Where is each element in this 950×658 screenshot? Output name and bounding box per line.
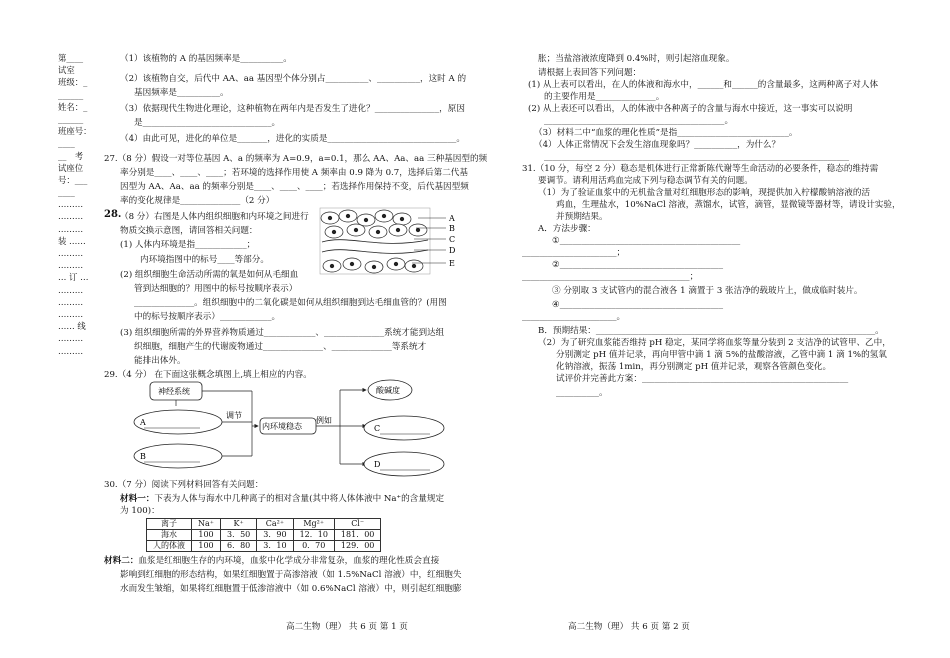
q31-step3: ③ 分别取 3 支试管内的混合液各 1 滴置于 3 张洁净的载玻片上，做成临时装片。: [552, 286, 863, 296]
q29-prompt: 29.（4 分） 在下面这张概念填图上,填上相应的内容。: [104, 370, 312, 380]
table-row: 海水 100 3．50 3．90 12．10 181．00: [147, 530, 381, 541]
q31-step4: ④______________________________________: [552, 300, 723, 310]
svg-text:B: B: [140, 452, 146, 461]
material2-continued: 胀；当盐溶液浓度降到 0.4%时，则引起溶血现象。: [538, 54, 735, 64]
q28-line1: （8 分）右图是人体内组织细胞和内环境之间进行: [120, 212, 309, 222]
material1-line1: 下表为人体与海水中几种离子的相对含量(其中将人体体液中 Na⁺的含量规定: [154, 494, 445, 504]
sidebar-line: ………: [58, 260, 84, 271]
sidebar-line: ………: [58, 223, 84, 234]
q28-sub3-cont: 织细胞，细胞产生的代谢废物通过______________、______________等系统才: [134, 342, 427, 352]
sidebar-line: ………: [58, 333, 84, 344]
cell-nucleus: [412, 264, 416, 268]
q28-sub2-line: ______________。组织细胞中的二氧化碳是如何从组织细胞到达毛细血管的？(用图: [134, 298, 447, 308]
table-row: 人的体液 100 6．80 3．10 0．70 129．00: [147, 541, 381, 552]
sidebar-line: …… 线: [58, 321, 86, 332]
q28-sub2: (2) 组织细胞生命活动所需的氧是如何从毛细血: [120, 270, 299, 280]
cell-nucleus: [416, 228, 420, 232]
material1-line2: 为 100)：: [120, 506, 160, 516]
q30-part4-line: _______________________________________________________________________: [544, 152, 850, 162]
q28-line2: 物质交换示意图，请回答相关问题：: [120, 226, 258, 236]
q31-part1-cont: 鸡血，生理盐水，10%NaCl 溶液，蒸馏水，试管，滴管，显微镜等器材等，请设计实验，: [556, 200, 901, 210]
cell-nucleus: [400, 217, 404, 221]
q26-part2: （2）该植物自交，后代中 AA、aa 基因型个体分别占__________、__________，这时 A 的: [120, 74, 467, 84]
q31-step2: ②______________________________________: [552, 260, 723, 270]
q26-part4: （4）由此可见，进化的单位是_______，进化的实质是______________________________。: [120, 134, 465, 144]
q30-part4: （4）人体正常情况下会发生溶血现象吗？__________，为什么？: [534, 140, 781, 150]
cell-nucleus: [350, 262, 354, 266]
sidebar-line: ………: [58, 211, 84, 222]
q27-line2: 率分别是____、____、____；若环境的选择作用使 A 频率由 0.9 降为 0.7，选择后第二代基: [120, 168, 468, 178]
q31-methods-title: A．方法步骤：: [538, 224, 596, 234]
sidebar-line: 试座位: [58, 162, 84, 173]
q30-part2-cont: __________________________________________。: [544, 116, 734, 126]
sidebar-line: 第____: [58, 53, 84, 63]
q30-part3: （3）材料二中“血浆的理化性质”是指__________________________。: [534, 128, 798, 138]
svg-text:C: C: [374, 424, 381, 433]
svg-text:D: D: [374, 460, 381, 469]
cell-nucleus: [394, 262, 398, 266]
page-footer-right: 高二生物（理） 共 6 页 第 2 页: [568, 622, 690, 632]
cell-nucleus: [354, 228, 358, 232]
q31-line1: 31.（10 分，每空 2 分）稳态是机体进行正常新陈代谢等生命活动的必要条件，稳态的维持需: [522, 164, 879, 174]
sidebar-line: ______: [58, 89, 84, 100]
q30-prompt: 30.（7 分）阅读下列材料回答有关问题：: [104, 480, 264, 490]
tissue-exchange-diagram: [318, 206, 468, 278]
node-a: [134, 410, 222, 434]
sidebar-line: __ 考: [58, 150, 84, 161]
concept-map: [130, 378, 470, 480]
q27-line4: 率的变化规律是______________（2 分）: [120, 196, 275, 206]
q31-part2-line3: 化钠溶液，振荡 1min，再分别测定 pH 值并记录，观察各管颜色变化。: [556, 362, 832, 372]
cell-nucleus: [346, 214, 350, 218]
q31-step2-cont: _______________________________________；: [522, 272, 699, 282]
svg-text:内环境稳态: 内环境稳态: [262, 422, 302, 431]
cell-nucleus: [364, 218, 368, 222]
material2-line2: 影响到红细胞的形态结构，如果红细胞置于高渗溶液（如 1.5%NaCl 溶液）中，红细胞失: [120, 570, 462, 580]
cell-nucleus: [328, 216, 332, 220]
material1-label: 材料一：: [120, 494, 155, 504]
q28-sub1: (1) 人体内环境是指____________；: [120, 240, 256, 250]
q31-step4-cont: ______________________。: [522, 312, 626, 322]
sidebar-line: ………: [58, 199, 84, 210]
q26-part3: （3）依据现代生物进化理论，这种植物在两年内是否发生了进化？_______________，原因: [120, 104, 465, 114]
svg-text:酸碱度: 酸碱度: [376, 386, 400, 395]
binding-sidebar: [58, 52, 98, 357]
node-b: [134, 444, 222, 468]
material2-line1: 血浆是红细胞生存的内环境，血浆中化学成分非常复杂，血浆的理化性质会直接: [138, 556, 440, 566]
q28-sub2-line2: 中的标号按顺序表示）____________。: [134, 312, 281, 322]
q30-part1-cont: 的主要作用是______________。: [544, 92, 665, 102]
sidebar-line: 班座号：: [58, 126, 92, 137]
cell-nucleus: [396, 228, 400, 232]
sidebar-line: 姓名：_: [58, 101, 88, 112]
edge-label-example: 例如: [316, 416, 332, 425]
diagram-label-a: A: [449, 214, 455, 223]
diagram-label-e: E: [449, 259, 455, 268]
q30-part2: (2) 从上表还可以看出，人的体液中各种离子的含量与海水中接近，这一事实可以说明: [528, 104, 853, 114]
sidebar-line: ………: [58, 296, 84, 307]
q31-part2: （2）为了研究血浆能否维持 pH 稳定，某同学将血浆等量分装到 2 支洁净的试管甲、乙中，: [538, 338, 891, 348]
q31-evaluate: 试评价并完善此方案：________________________________________________: [556, 374, 849, 384]
sidebar-line: 号：___: [58, 174, 88, 185]
q26-part2-cont: 基因频率是__________。: [134, 88, 229, 98]
q26-part3-cont: 是______________________________。: [134, 118, 281, 128]
sidebar-line: 班级：_: [58, 77, 88, 88]
sidebar-line: … 订 …: [58, 272, 89, 283]
q31-part1: （1）为了验证血浆中的无机盐含量对红细胞形态的影响，现提供加入柠檬酸钠溶液的活: [538, 188, 871, 198]
q30-part1: (1) 从上表可以看出，在人的体液和海水中，______和______的含量最多，这两种离子对人体: [528, 80, 879, 90]
sidebar-line: ………: [58, 284, 84, 295]
q31-step1-cont: ______________________；: [522, 248, 626, 258]
q31-part2-line2: 分别测定 pH 值并记录，再向甲管中滴 1 滴 5%的盐酸溶液，乙管中滴 1 滴 1%的氢氧: [556, 350, 887, 360]
q31-line2: 要调节。请利用活鸡血完成下列与稳态调节有关的问题。: [538, 176, 753, 186]
q31-expected-results: B．预期结果：_________________________________________________________________。: [538, 326, 884, 336]
q27-line1: 27.（8 分）假设一对等位基因 A、a 的频率为 A=0.9，a=0.1，那么 AA、Aa、aa 三种基因型的频: [104, 154, 488, 164]
sidebar-line: ………: [58, 308, 84, 319]
material2-label: 材料二：: [104, 556, 139, 566]
diagram-label-d: D: [449, 246, 456, 255]
q28-sub3-end: 能排出体外。: [134, 356, 186, 366]
q30-subprompt: 请根据上表回答下列问题：: [538, 68, 642, 78]
q31-evaluate-cont: __________。: [556, 388, 608, 398]
q26-part1: （1）该植物的 A 的基因频率是__________。: [120, 54, 292, 64]
sidebar-line: 试室: [58, 65, 75, 76]
q31-step1: ①__________________________________________: [552, 236, 741, 246]
diagram-label-c: C: [449, 235, 456, 244]
sidebar-line: ____: [58, 138, 75, 149]
sidebar-line: ____: [58, 187, 75, 198]
material2-line3: 水而发生皱缩，如果将红细胞置于低渗溶液中（如 0.6%NaCl 溶液）中，则引起红细胞膨: [120, 584, 462, 594]
cell-nucleus: [376, 230, 380, 234]
ion-table: 离子 Na⁺ K⁺ Ca²⁺ Mg²⁺ Cl⁻ 海水 100 3．50 3．90 12．10 181．00 人的体液 100 6．80 3．10 0．70 129．00: [146, 518, 381, 552]
sidebar-line: 装 ……: [58, 235, 86, 246]
q27-line3: 因型为 AA、Aa、aa 的频率分别是____、____、____；若选择作用保持不变，后代基因型频: [120, 182, 469, 192]
sidebar-line: ______: [58, 113, 84, 124]
q31-part1-end: 并预期结果。: [556, 212, 608, 222]
sidebar-line: ………: [58, 345, 84, 356]
svg-text:A: A: [140, 418, 146, 427]
sidebar-line: ………: [58, 248, 84, 258]
q28-sub1-cont: 内环境指图中的标号____等部分。: [140, 255, 269, 265]
cell-nucleus: [332, 230, 336, 234]
edge-label-regulate: 调节: [226, 411, 242, 420]
diagram-label-b: B: [449, 224, 455, 233]
q28-number: 28.: [104, 209, 122, 220]
cell-nucleus: [330, 264, 334, 268]
node-nervous-system-label: 神经系统: [158, 387, 190, 396]
q28-sub3: (3) 组织细胞所需的外界营养物质通过____________、______________系统才能到达组: [120, 328, 445, 338]
cell-nucleus: [372, 265, 376, 269]
q28-sub2-cont: 管到达细胞的？用图中的标号按顺序表示）: [134, 284, 298, 294]
page-footer-left: 高二生物（理） 共 6 页 第 1 页: [286, 622, 408, 632]
cell-nucleus: [382, 214, 386, 218]
